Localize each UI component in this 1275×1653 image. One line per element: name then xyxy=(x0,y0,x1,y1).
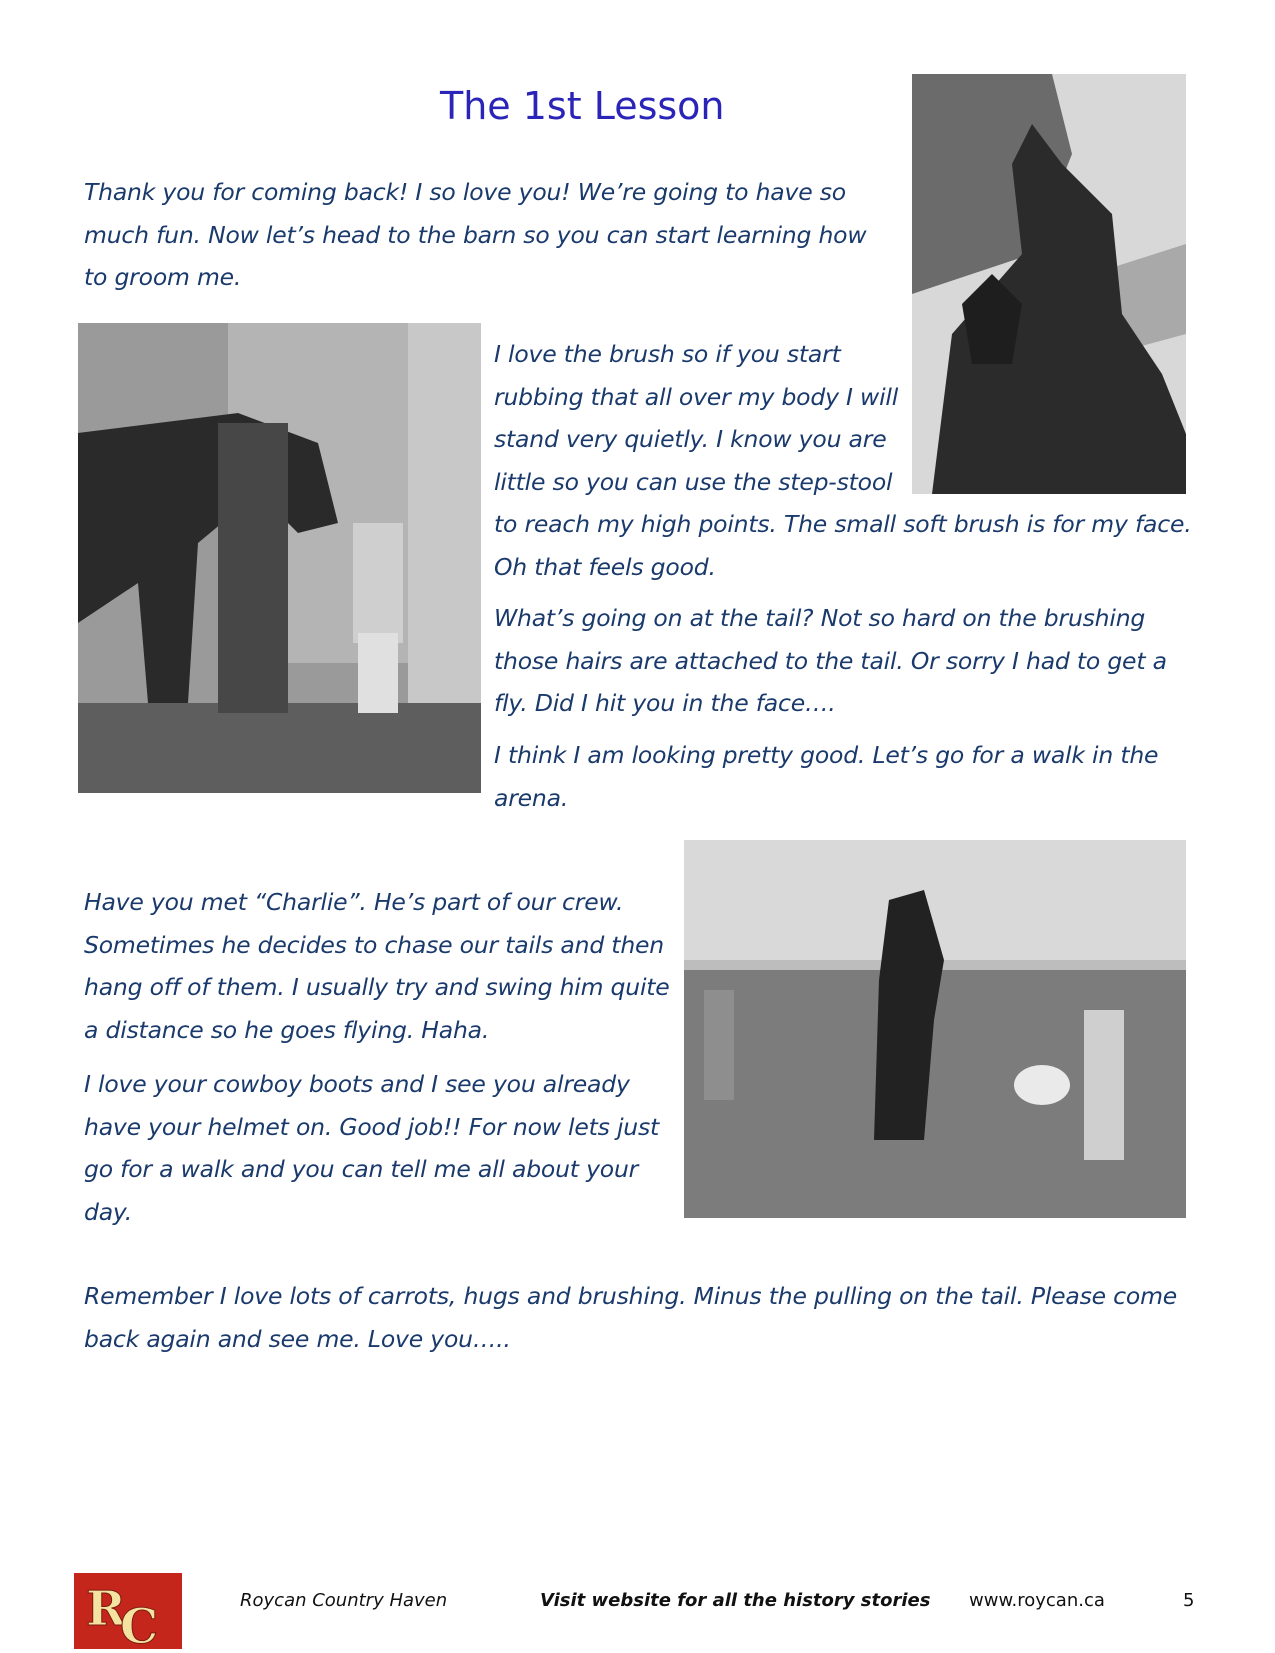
grooming-photo xyxy=(78,323,481,793)
footer-url[interactable]: www.roycan.ca xyxy=(969,1590,1105,1611)
svg-text:C: C xyxy=(120,1599,159,1649)
soft-brush-paragraph: to reach my high points. The small soft brush is for my face. Oh that feels good. xyxy=(494,510,1192,581)
footer-org-name: Roycan Country Haven xyxy=(240,1590,448,1611)
page-footer xyxy=(0,1570,1275,1650)
intro-paragraph: Thank you for coming back! I so love you! We’re going to have so much fun. Now let’s head to the barn so you can start learning how to groom me. xyxy=(84,178,867,291)
closing-paragraph: Remember I love lots of carrots, hugs and brushing. Minus the pulling on the tail. Please come back again and see me. Love you….. xyxy=(84,1282,1178,1353)
walk-paragraph: I think I am looking pretty good. Let’s go for a walk in the arena. xyxy=(494,741,1159,812)
arena-photo xyxy=(684,840,1186,1218)
page-title: The 1st Lesson xyxy=(440,84,725,128)
brush-paragraph: I love the brush so if you start rubbing that all over my body I will stand very quietly. I know you are little so you can use the step-stool xyxy=(494,340,899,496)
boots-paragraph: I love your cowboy boots and I see you already have your helmet on. Good job!! For now lets just go for a walk and you can tell me all about your day. xyxy=(84,1070,660,1226)
tail-paragraph: What’s going on at the tail? Not so hard on the brushing those hairs are attached to the tail. Or sorry I had to get a fly. Did I hit you in the face…. xyxy=(494,604,1167,717)
footer-website-note: Visit website for all the history stories xyxy=(540,1590,931,1611)
page-number: 5 xyxy=(1183,1590,1195,1611)
charlie-paragraph: Have you met “Charlie”. He’s part of our crew. Sometimes he decides to chase our tails and then hang off of them. I usually try and swing him quite a distance so he goes flying. Haha. xyxy=(84,888,670,1044)
horse-portrait-photo xyxy=(912,74,1186,494)
svg-text:R: R xyxy=(86,1581,126,1637)
